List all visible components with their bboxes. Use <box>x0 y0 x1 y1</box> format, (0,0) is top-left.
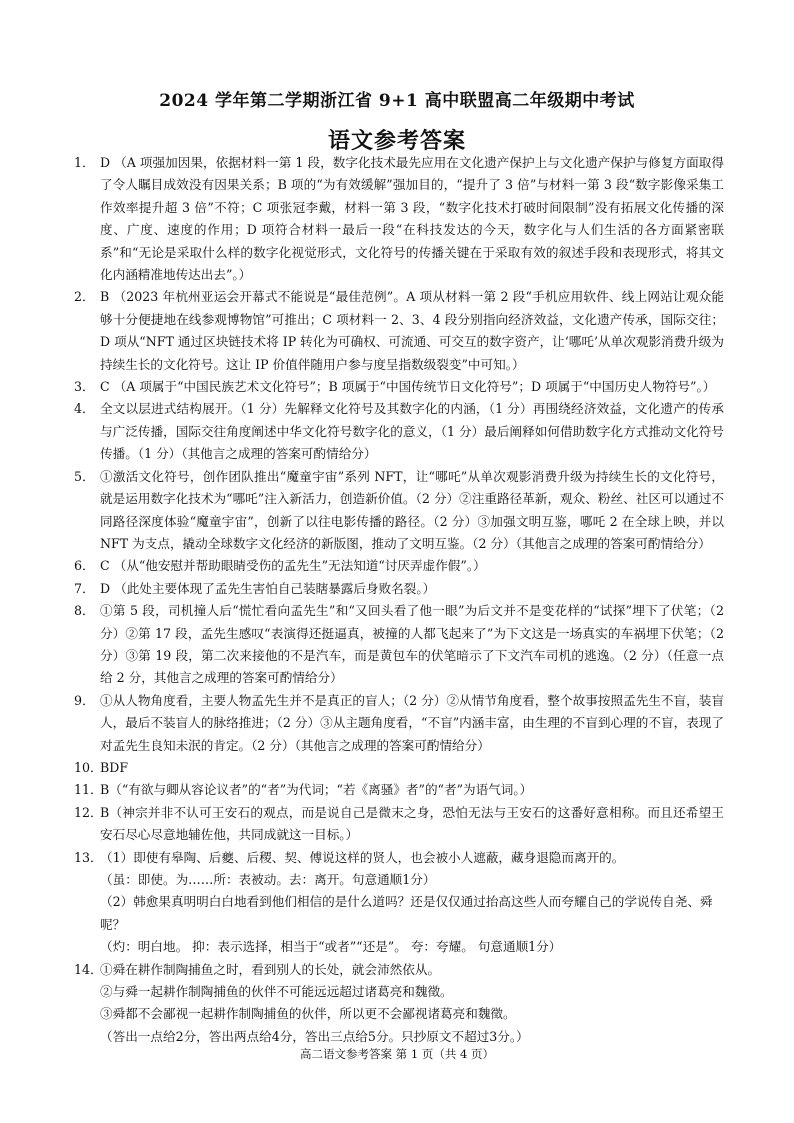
answer-number: 1． <box>74 155 95 170</box>
answer-number: 9． <box>74 692 95 708</box>
answer-point-1: ①舜在耕作制陶捕鱼之时，看到别人的长处，就会沛然依从。 <box>100 961 441 977</box>
answer-item <box>74 578 724 600</box>
answer-point-2: ②与舜一起耕作制陶捕鱼的伙伴不可能远远超过诸葛亮和魏徵。 <box>100 984 453 1000</box>
translation-1: （1）即使有皋陶、后夔、后稷、契、傅说这样的贤人，也会被小人遮蔽，藏身退隐而离开的。 <box>100 849 625 865</box>
answer-text: ①第 5 段，司机撞人后“慌忙看向孟先生”和“又回头看了他一眼”为后文并不是变花样的“试探”埋下了伏笔；（2 分）②第 17 段，孟先生感叹“表演得还挺逼真，被撞的人都飞起来了”为下文这是一场真实的车祸埋下伏笔；（2 分）③第 19 段，第二次来接他的不是汽车，而是黄包车的伏笔暗示了下文汽车司机的逃逸。（2 分）（任意一点给 2 分，其他言之成理的答案可酌情给分） <box>100 603 724 686</box>
answer-item <box>74 779 724 801</box>
answer-number: 11． <box>74 782 103 798</box>
answer-number: 3． <box>74 379 95 395</box>
answer-text: ①从人物角度看，主要人物孟先生并不是真正的盲人；（2 分）②从情节角度看，整个故事按照孟先生不盲，装盲人，最后不装盲人的脉络推进；（2 分）③从主题角度看，“不盲”内涵丰富，由生理的不盲到心理的不盲，表现了对孟先生良知未泯的肯定。（2 分）（其他言之成理的答案可酌情给分） <box>100 692 724 753</box>
answer-text: C （A 项属于“中国民族艺术文化符号”；B 项属于“中国传统节日文化符号”；D 项属于“中国历史人物符号”。） <box>100 379 716 395</box>
answer-text: 全文以层进式结构展开。（1 分）先解释文化符号及其数字化的内涵，（1 分）再围绕经济效益，文化遗产的传承与广泛传播，国际交往角度阐述中华文化符号数字化的意义，（1 分）最后阐释如何借助数字化方式推动文化符号传播。（1 分）（其他言之成理的答案可酌情给分） <box>100 401 724 462</box>
exam-title: 2024 学年第二学期浙江省 9+1 高中联盟高二年级期中考试 <box>159 91 635 111</box>
answer-text: C （从“他安慰并帮助眼睛受伤的孟先生”无法知道“讨厌弄虚作假”。） <box>100 558 486 574</box>
answer-point-3: ③舜都不会鄙视一起耕作制陶捕鱼的伙伴，所以更不会鄙视诸葛亮和魏徵。 <box>100 1006 516 1022</box>
translation-2-note: （灼：明白地。 抑：表示选择，相当于“或者”“还是”。 夸：夸耀。 句意通顺1分） <box>100 939 562 955</box>
answer-text: BDF <box>100 759 129 775</box>
answer-item <box>74 286 724 376</box>
answer-text: ①激活文化符号，创作团队推出“魔童宇宙”系列 NFT，让“哪吒”从单次观影消费升级为持续生长的文化符号，就是运用数字化技术为“哪吒”注入新活力，创造新价值。（2 分）②注重路径革新，观众、粉丝、社区可以通过不同路径深度体验“魔童宇宙”，创新了以往电影传播的路径。（2 分）③加强文明互鉴，哪吒 2 在全球上映，并以 NFT 为支点，撬动全球数字文化经济的新版图，推动了文明互鉴。（2 分）（其他言之成理的答案可酌情给分） <box>100 468 724 551</box>
answer-number: 5． <box>74 468 95 484</box>
answer-text: B（神宗并非不认可王安石的观点，而是说自己是微末之身，恐怕无法与王安石的这番好意相称。而且还希望王安石尽心尽意地辅佐他，共同成就这一目标。） <box>100 804 724 843</box>
answer-number: 2． <box>74 289 95 305</box>
answer-item <box>74 757 724 779</box>
answer-text: B（“有欲与卿从容论议者”的“者”为代词；“若《离骚》者”的“者”为语气词。） <box>100 782 533 798</box>
translation-2: （2）韩愈果真明明白白地看到他们相信的是什么道吗？还是仅仅通过抬高这些人而夸耀自己的学说传自尧、舜呢？ <box>100 894 713 932</box>
answer-list <box>74 152 724 1048</box>
answer-item <box>74 600 724 690</box>
answer-item <box>74 466 724 556</box>
answer-number: 10． <box>74 759 103 775</box>
translation-1-note: （虽：即使。为……所：表被动。去：离开。句意通顺1分） <box>100 872 436 887</box>
answer-item <box>74 376 724 398</box>
answer-item <box>74 690 724 757</box>
answer-item <box>74 152 724 286</box>
answer-text: D （此处主要体现了孟先生害怕自己装瞎暴露后身败名裂。） <box>100 580 436 596</box>
answer-item <box>74 398 724 465</box>
answer-item-13 <box>74 847 724 869</box>
answer-number: 8． <box>74 603 95 619</box>
answer-number: 4． <box>74 401 95 417</box>
answer-item-14 <box>74 959 724 981</box>
answer-number: 12． <box>74 804 103 820</box>
answer-item <box>74 802 724 847</box>
scoring-note: （答出一点给2分，答出两点给4分，答出三点给5分。只抄原文不超过3分。） <box>100 1028 529 1044</box>
answer-item <box>74 555 724 577</box>
answer-text: B （2023 年杭州亚运会开幕式不能说是“最佳范例”。A 项从材料一第 2 段“手机应用软件、线上网站让观众能够十分便捷地在线参观博物馆”可推出；C 项材料一 2、3、4 段分别指向经济效益，文化遗产传承，国际交往；D 项从“NFT 通过区块链技术将 IP 转化为可确权、可流通、可交互的数字资产，让‘哪吒’从单次观影消费升级为持续生长的文化符号。这让 IP 价值伴随用户参与度呈指数级裂变”中可知。） <box>100 289 724 372</box>
answer-number: 6． <box>74 558 95 574</box>
answer-number: 13． <box>74 849 103 865</box>
answer-key-title: 语文参考答案 <box>327 128 466 154</box>
page-footer: 高二语文参考答案 第 1 页（共 4 页） <box>300 1047 494 1061</box>
answer-text: D （A 项强加因果，依据材料一第 1 段，数字化技术最先应用在文化遗产保护上与文化遗产保护与修复方面取得了令人瞩目成效没有因果关系；B 项的“为有效缓解”强加目的，“提升了 3 倍”与材料一第 3 段“数字影像采集工作效率提升超 3 倍”不符；C 项张冠李戴，材料一第 3 段，“数字化技术打破时间限制”没有拓展文化传播的深度、广度、速度的作用；D 项符合材料一最后一段“在科技发达的今天，数字化与人们生活的各方面紧密联系”和“无论是采取什么样的数字化视觉形式，文化符号的传播关键在于采取有效的叙述手段和表现形式，将其文化内涵精准地传达出去”。） <box>100 155 724 283</box>
answer-number: 14． <box>74 961 103 977</box>
answer-number: 7． <box>74 580 95 596</box>
